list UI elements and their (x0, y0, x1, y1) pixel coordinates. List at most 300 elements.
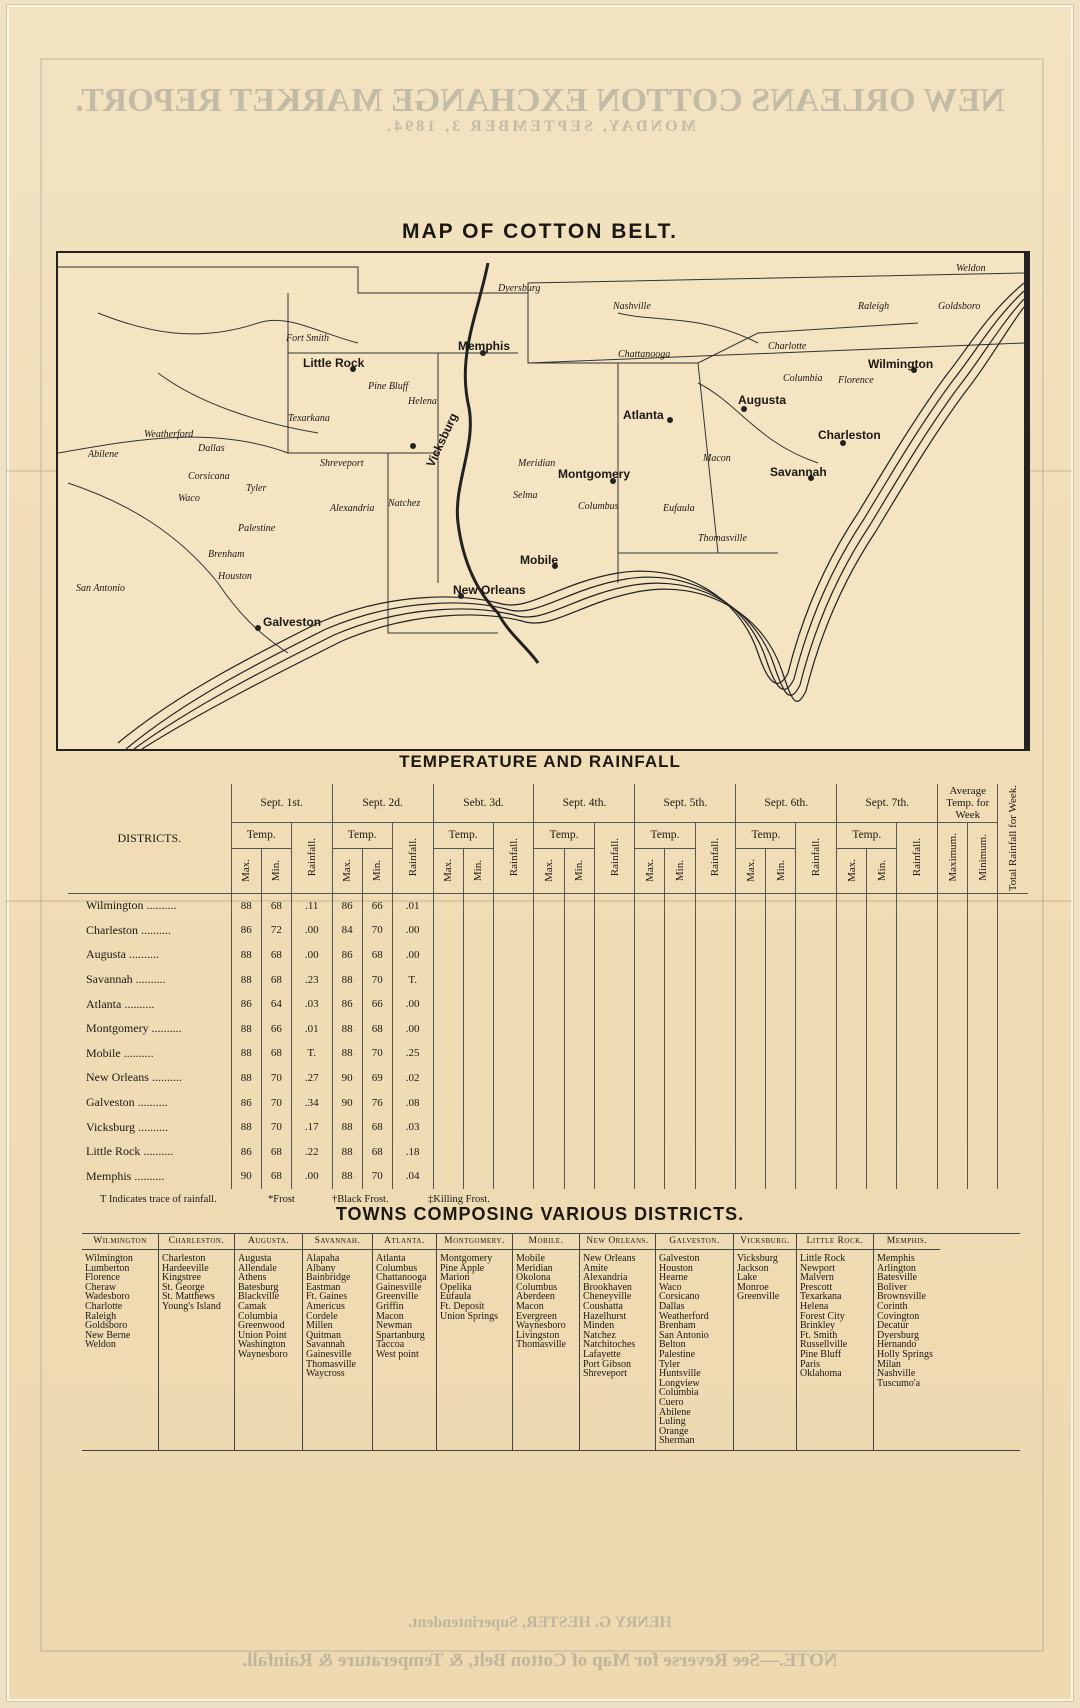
empty-cell (796, 1041, 837, 1066)
town-name: Tyler (659, 1358, 680, 1370)
empty-cell (695, 1016, 736, 1041)
empty-cell (938, 1139, 968, 1164)
temp-header: Temp. (635, 822, 695, 848)
town-name: Alexandria (583, 1272, 628, 1284)
empty-cell (534, 967, 564, 992)
map-city-label: Palestine (238, 523, 276, 534)
empty-cell (463, 943, 493, 968)
state-border (388, 453, 498, 633)
empty-cell (837, 918, 867, 943)
cell-value: 68 (261, 1041, 291, 1066)
town-name: Augusta (238, 1253, 272, 1264)
map-city-label: Fort Smith (286, 333, 330, 344)
empty-cell (938, 1164, 968, 1189)
state-border (58, 267, 1024, 293)
town-name: Nashville (877, 1368, 916, 1380)
empty-cell (837, 893, 867, 918)
empty-cell (736, 943, 766, 968)
temp-header: Temp. (736, 822, 796, 848)
empty-cell (736, 1016, 766, 1041)
town-name: Pine Apple (440, 1262, 485, 1274)
cell-value: 68 (261, 1139, 291, 1164)
cell-value: 88 (332, 967, 362, 992)
town-name: Gainesville (306, 1348, 352, 1360)
town-name: Griffin (376, 1300, 404, 1312)
town-name: Batesburg (238, 1281, 279, 1293)
empty-cell (796, 992, 837, 1017)
empty-cell (968, 1139, 998, 1164)
cell-value: 68 (362, 1139, 392, 1164)
empty-cell (897, 1066, 938, 1091)
cotton-belt-map (56, 251, 1030, 751)
empty-cell (998, 893, 1028, 918)
district-heading: Charleston. (159, 1236, 234, 1250)
district-name: Charleston .......... (86, 922, 171, 937)
day-header: Sept. 4th. (534, 784, 635, 822)
max-header: Max. (433, 848, 463, 893)
cell-value: .02 (392, 1066, 433, 1091)
river (618, 313, 758, 343)
town-name: Lafayette (583, 1348, 621, 1360)
town-name: Dyersburg (877, 1329, 920, 1341)
empty-cell (837, 992, 867, 1017)
empty-cell (635, 1066, 665, 1091)
legend-frost: *Frost (268, 1194, 295, 1205)
rainfall-header: Rainfall. (392, 822, 433, 893)
town-name: Abilene (659, 1406, 691, 1418)
map-city-label: Dallas (198, 443, 225, 454)
empty-cell (635, 1041, 665, 1066)
town-name: Weatherford (659, 1310, 709, 1322)
town-name: Athens (238, 1272, 267, 1284)
empty-cell (796, 943, 837, 968)
town-name: Spartanburg (376, 1329, 425, 1341)
town-name: Batesville (877, 1272, 917, 1284)
map-city-label: Tyler (246, 483, 267, 494)
town-name: Millen (306, 1320, 333, 1332)
table-row (68, 967, 1028, 992)
temp-header: Temp. (534, 822, 594, 848)
empty-cell (766, 1041, 796, 1066)
empty-cell (897, 1016, 938, 1041)
empty-cell (534, 943, 564, 968)
cell-value: 88 (231, 967, 261, 992)
empty-cell (938, 967, 968, 992)
town-name: Eastman (306, 1281, 341, 1293)
map-city-label: Memphis (458, 339, 511, 353)
empty-cell (433, 1164, 463, 1189)
town-name: Blackville (238, 1291, 280, 1303)
town-name: Newport (800, 1262, 835, 1274)
empty-cell (564, 1016, 594, 1041)
district-column (580, 1234, 656, 1450)
town-name: Cordele (306, 1310, 338, 1322)
town-name: Atlanta (376, 1253, 406, 1264)
empty-cell (534, 1041, 564, 1066)
empty-cell (867, 943, 897, 968)
cell-value: 88 (332, 1115, 362, 1140)
bleed-through-subtitle: MONDAY, SEPTEMBER 3, 1894. (384, 118, 696, 135)
empty-cell (998, 967, 1028, 992)
minimum-header: Minimum. (968, 822, 998, 893)
empty-cell (463, 1115, 493, 1140)
map-city-label: Mobile (520, 553, 558, 567)
empty-cell (796, 1139, 837, 1164)
empty-cell (635, 1139, 665, 1164)
empty-cell (897, 943, 938, 968)
town-name: Russellville (800, 1339, 848, 1351)
town-name: Quitman (306, 1329, 341, 1341)
min-header: Min. (362, 848, 392, 893)
empty-cell (695, 992, 736, 1017)
district-column (82, 1234, 159, 1450)
empty-cell (796, 1164, 837, 1189)
empty-cell (635, 992, 665, 1017)
district-heading: Vicksburg. (734, 1236, 796, 1250)
district-column (373, 1234, 437, 1450)
temp-header: Temp. (433, 822, 493, 848)
town-name: Okolona (516, 1272, 551, 1284)
cell-value: .22 (291, 1139, 332, 1164)
empty-cell (968, 918, 998, 943)
town-name: Amite (583, 1262, 608, 1274)
town-name: Wadesboro (85, 1291, 130, 1303)
table-row (68, 992, 1028, 1017)
empty-cell (897, 1041, 938, 1066)
empty-cell (867, 918, 897, 943)
map-city-label: Wilmington (868, 357, 934, 371)
empty-cell (564, 1090, 594, 1115)
rainfall-header: Rainfall. (493, 822, 534, 893)
empty-cell (635, 1016, 665, 1041)
empty-cell (433, 967, 463, 992)
legend-killing-frost: ‡Killing Frost. (428, 1194, 490, 1205)
town-name: Corsicano (659, 1291, 700, 1303)
empty-cell (867, 967, 897, 992)
town-name: Palestine (659, 1348, 696, 1360)
empty-cell (938, 1066, 968, 1091)
cell-value: .00 (291, 943, 332, 968)
district-heading: Wilmington (82, 1236, 158, 1250)
empty-cell (766, 1090, 796, 1115)
empty-cell (433, 1139, 463, 1164)
town-name: Dallas (659, 1300, 685, 1312)
cell-value: 66 (261, 1016, 291, 1041)
empty-cell (564, 943, 594, 968)
empty-cell (998, 943, 1028, 968)
map-city-label: Natchez (388, 498, 421, 509)
cell-value: 86 (231, 1139, 261, 1164)
town-name: Macon (516, 1300, 544, 1312)
district-name: Vicksburg .......... (86, 1119, 169, 1134)
town-name: Thomasville (516, 1339, 566, 1351)
empty-cell (938, 1115, 968, 1140)
max-header: Max. (231, 848, 261, 893)
empty-cell (534, 1164, 564, 1189)
table-row (68, 918, 1028, 943)
district-column (874, 1234, 940, 1450)
empty-cell (433, 992, 463, 1017)
town-name: Lake (737, 1272, 757, 1284)
cell-value: 64 (261, 992, 291, 1017)
town-name: Boliver (877, 1281, 907, 1293)
town-name: Corinth (877, 1300, 908, 1312)
empty-cell (564, 1164, 594, 1189)
district-column (159, 1234, 235, 1450)
empty-cell (534, 918, 564, 943)
town-name: Young's Island (162, 1300, 221, 1312)
map-city-label: Nashville (613, 301, 651, 312)
cell-value: .01 (291, 1016, 332, 1041)
district-heading: Atlanta. (373, 1236, 436, 1250)
town-name: Kingstree (162, 1272, 201, 1284)
cell-value: 86 (231, 992, 261, 1017)
cell-value: 84 (332, 918, 362, 943)
empty-cell (695, 918, 736, 943)
town-name: Natchitoches (583, 1339, 636, 1351)
river (68, 483, 288, 653)
town-name: Covington (877, 1310, 920, 1322)
empty-cell (665, 1016, 695, 1041)
empty-cell (837, 967, 867, 992)
map-city-label: Abilene (88, 449, 119, 460)
cell-value: .11 (291, 893, 332, 918)
empty-cell (695, 1066, 736, 1091)
empty-cell (493, 943, 534, 968)
district-column (797, 1234, 874, 1450)
town-name: Forest City (800, 1310, 845, 1322)
empty-cell (938, 1016, 968, 1041)
empty-cell (665, 1139, 695, 1164)
town-name: Livingston (516, 1329, 560, 1341)
cell-value: 88 (231, 943, 261, 968)
town-name: Houston (659, 1262, 693, 1274)
legend-black-frost: †Black Frost. (332, 1194, 389, 1205)
empty-cell (534, 992, 564, 1017)
empty-cell (534, 893, 564, 918)
towns-title: TOWNS COMPOSING VARIOUS DISTRICTS. (335, 1204, 745, 1224)
empty-cell (695, 1041, 736, 1066)
empty-cell (493, 967, 534, 992)
cell-value: 90 (332, 1090, 362, 1115)
min-header: Min. (261, 848, 291, 893)
empty-cell (665, 967, 695, 992)
empty-cell (695, 893, 736, 918)
map-city-label: Texarkana (288, 413, 330, 424)
empty-cell (594, 893, 635, 918)
empty-cell (867, 992, 897, 1017)
empty-cell (665, 1115, 695, 1140)
empty-cell (695, 967, 736, 992)
cell-value: .27 (291, 1066, 332, 1091)
cell-value: 70 (261, 1090, 291, 1115)
town-name: Macon (376, 1310, 404, 1322)
town-name: Helena (800, 1300, 829, 1312)
table-row (68, 893, 1028, 918)
empty-cell (968, 1090, 998, 1115)
town-name: Texarkana (800, 1291, 842, 1303)
town-name: Evergreen (516, 1310, 557, 1322)
town-name: Oklahoma (800, 1368, 842, 1380)
town-name: Americus (306, 1300, 345, 1312)
empty-cell (463, 992, 493, 1017)
cell-value: 70 (362, 1164, 392, 1189)
town-name: Jackson (737, 1262, 769, 1274)
town-name: Vicksburg (737, 1253, 778, 1264)
town-name: Eufaula (440, 1291, 472, 1303)
town-name: Brownsville (877, 1291, 926, 1303)
day-header: Sept. 6th. (736, 784, 837, 822)
town-name: Columbia (659, 1387, 699, 1399)
empty-cell (463, 1139, 493, 1164)
day-header: Sept. 1st. (231, 784, 332, 822)
cell-value: 88 (231, 893, 261, 918)
cell-value: 86 (332, 893, 362, 918)
empty-cell (837, 1016, 867, 1041)
empty-cell (837, 1164, 867, 1189)
empty-cell (766, 1139, 796, 1164)
town-name: St. George (162, 1281, 205, 1293)
min-header: Min. (665, 848, 695, 893)
table-row (68, 1115, 1028, 1140)
empty-cell (564, 992, 594, 1017)
town-name: Decatur (877, 1320, 909, 1332)
town-name: Tuscumo'a (877, 1377, 921, 1389)
empty-cell (938, 893, 968, 918)
empty-cell (594, 1090, 635, 1115)
empty-cell (736, 1115, 766, 1140)
cell-value: 70 (362, 1041, 392, 1066)
map-city-label: Chattanooga (618, 349, 671, 360)
empty-cell (867, 1041, 897, 1066)
empty-cell (766, 1115, 796, 1140)
empty-cell (968, 967, 998, 992)
empty-cell (796, 893, 837, 918)
empty-cell (493, 918, 534, 943)
cell-value: .08 (392, 1090, 433, 1115)
cell-value: .23 (291, 967, 332, 992)
cell-value: 68 (261, 893, 291, 918)
town-name: Union Springs (440, 1310, 499, 1322)
map-city-label: Shreveport (320, 458, 364, 469)
town-name: Waco (659, 1281, 682, 1293)
empty-cell (695, 1139, 736, 1164)
district-name: Montgomery .......... (86, 1021, 182, 1036)
empty-cell (998, 992, 1028, 1017)
cell-value: .03 (392, 1115, 433, 1140)
cell-value: 72 (261, 918, 291, 943)
cell-value: 88 (332, 1041, 362, 1066)
coastline (118, 283, 1024, 743)
empty-cell (564, 1041, 594, 1066)
empty-cell (867, 1115, 897, 1140)
town-name: St. Matthews (162, 1291, 215, 1303)
town-name: Aberdeen (516, 1291, 555, 1303)
day-header: Sept. 5th. (635, 784, 736, 822)
cell-value: .01 (392, 893, 433, 918)
town-name: Port Gibson (583, 1358, 632, 1370)
district-column (303, 1234, 373, 1450)
district-column (734, 1234, 797, 1450)
town-name: Savannah (306, 1339, 345, 1351)
empty-cell (594, 1115, 635, 1140)
max-header: Max. (837, 848, 867, 893)
town-name: Albany (306, 1262, 336, 1274)
empty-cell (635, 918, 665, 943)
empty-cell (796, 967, 837, 992)
empty-cell (463, 1041, 493, 1066)
town-name: Columbus (516, 1281, 558, 1293)
cell-value: 90 (231, 1164, 261, 1189)
town-name: Charlotte (85, 1300, 123, 1312)
cell-value: .34 (291, 1090, 332, 1115)
empty-cell (897, 1090, 938, 1115)
town-name: Ft. Deposit (440, 1300, 485, 1312)
empty-cell (766, 943, 796, 968)
town-name: Lumberton (85, 1262, 130, 1274)
empty-cell (564, 1139, 594, 1164)
empty-cell (695, 1090, 736, 1115)
cell-value: 68 (362, 1016, 392, 1041)
empty-cell (463, 918, 493, 943)
town-name: Brenham (659, 1320, 696, 1332)
town-name: Marion (440, 1272, 470, 1284)
cell-value: T. (291, 1041, 332, 1066)
town-name: Florence (85, 1272, 120, 1284)
town-name: Alapaha (306, 1253, 340, 1264)
empty-cell (867, 1139, 897, 1164)
cell-value: T. (392, 967, 433, 992)
empty-cell (534, 1090, 564, 1115)
cell-value: .00 (291, 918, 332, 943)
map-city-label: Selma (513, 490, 538, 501)
empty-cell (635, 943, 665, 968)
empty-cell (564, 967, 594, 992)
empty-cell (897, 893, 938, 918)
empty-cell (463, 893, 493, 918)
empty-cell (897, 1139, 938, 1164)
town-name: Hearne (659, 1272, 688, 1284)
max-header: Max. (635, 848, 665, 893)
rainfall-header: Rainfall. (796, 822, 837, 893)
empty-cell (736, 1090, 766, 1115)
cell-value: .00 (291, 1164, 332, 1189)
empty-cell (594, 1041, 635, 1066)
district-name: Little Rock .......... (86, 1144, 174, 1159)
district-name: Mobile .......... (86, 1045, 154, 1060)
empty-cell (998, 1066, 1028, 1091)
town-name: Greenville (376, 1291, 419, 1303)
cell-value: .17 (291, 1115, 332, 1140)
empty-cell (534, 1016, 564, 1041)
empty-cell (635, 893, 665, 918)
empty-cell (665, 992, 695, 1017)
min-header: Min. (564, 848, 594, 893)
cell-value: 66 (362, 992, 392, 1017)
empty-cell (867, 893, 897, 918)
empty-cell (493, 1066, 534, 1091)
cell-value: 86 (332, 943, 362, 968)
empty-cell (635, 967, 665, 992)
town-name: Arlington (877, 1262, 916, 1274)
cell-value: 88 (332, 1016, 362, 1041)
cell-value: .00 (392, 943, 433, 968)
table-row (68, 943, 1028, 968)
empty-cell (594, 1139, 635, 1164)
district-heading: Little Rock. (797, 1236, 873, 1250)
empty-cell (594, 1164, 635, 1189)
map-city-label: Raleigh (858, 301, 890, 312)
